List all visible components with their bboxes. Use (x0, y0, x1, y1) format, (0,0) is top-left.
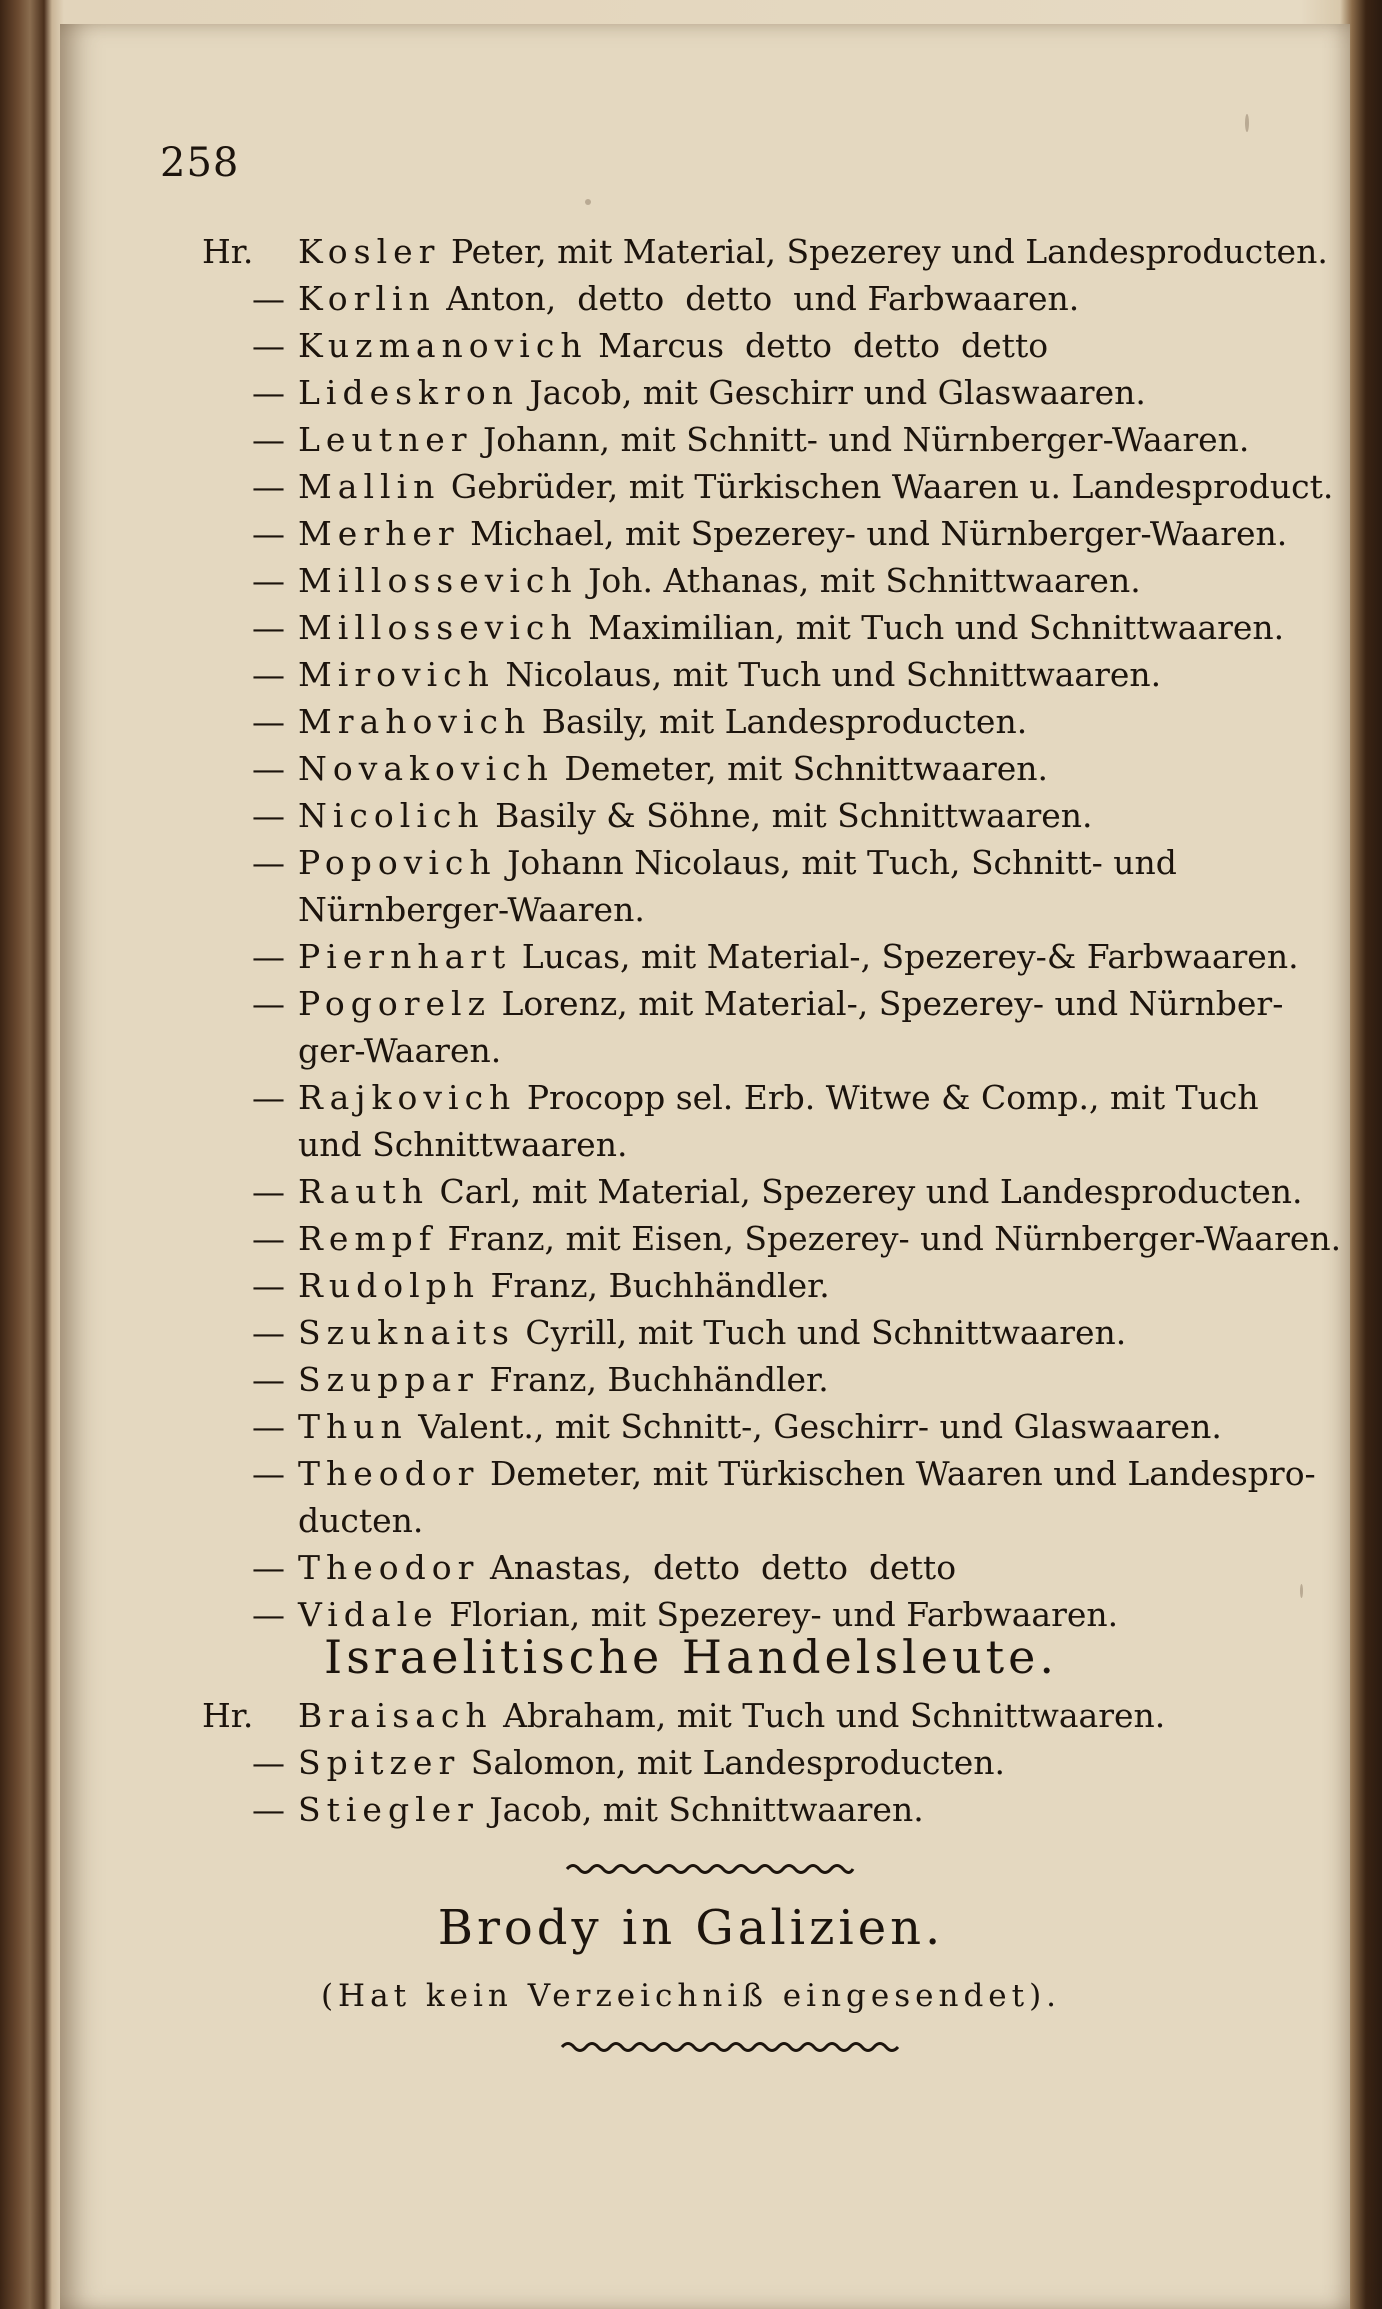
merchant-entry (230, 1356, 1250, 1403)
merchant-name: Piernhart (298, 937, 512, 976)
entry-line (230, 1172, 1303, 1211)
merchant-details: Procopp sel. Erb. Witwe & Comp., mit Tuch (526, 1078, 1259, 1117)
entry-prefix: — (252, 655, 285, 694)
merchant-details: Johann, mit Schnitt- und Nürnberger-Waaren. (483, 420, 1250, 459)
page-number: 258 (160, 140, 240, 186)
merchant-entry (230, 275, 1250, 322)
merchant-details: Lorenz, mit Material-, Spezerey- und Nürnber- (501, 984, 1284, 1023)
merchant-details: Carl, mit Material, Spezerey und Landesproducten. (439, 1172, 1303, 1211)
entry-prefix: — (252, 1407, 285, 1446)
merchant-name: Mrahovich (298, 702, 532, 741)
merchant-details: Maximilian, mit Tuch und Schnittwaaren. (588, 608, 1285, 647)
merchant-entry (230, 1074, 1259, 1168)
merchant-entry (230, 1450, 1316, 1544)
merchant-name: Mallin (298, 467, 441, 506)
ornament-divider-top (565, 1862, 855, 1876)
merchant-details: Franz, Buchhändler. (489, 1360, 829, 1399)
merchant-entry (230, 322, 1250, 369)
entry-line (230, 984, 1283, 1023)
merchant-details: Gebrüder, mit Türkischen Waaren u. Landesproduct. (450, 467, 1334, 506)
merchant-name: Leutner (298, 420, 473, 459)
entry-line (230, 843, 1177, 882)
merchant-entry (230, 698, 1250, 745)
merchant-name: Rudolph (298, 1266, 481, 1305)
merchant-details: Jacob, mit Geschirr und Glaswaaren. (529, 373, 1146, 412)
israelite-merchant-list (202, 1692, 1250, 1833)
entry-line (230, 279, 1079, 318)
entry-prefix: — (252, 561, 285, 600)
stain-mark (1245, 114, 1249, 132)
entry-line (230, 1219, 1341, 1258)
merchant-name: Rempf (298, 1219, 438, 1258)
merchant-details: Peter, mit Material, Spezerey und Landesproducten. (450, 232, 1328, 271)
merchant-name: Millossevich (298, 561, 578, 600)
entry-prefix: — (252, 1360, 285, 1399)
merchant-name: Pogorelz (298, 984, 491, 1023)
entry-prefix: — (252, 843, 285, 882)
merchant-name: Kosler (298, 232, 441, 271)
merchant-details: Demeter, mit Türkischen Waaren und Landespro- (489, 1454, 1316, 1493)
entry-line (230, 1743, 1005, 1782)
merchant-entry (230, 1309, 1250, 1356)
entry-prefix: — (252, 984, 285, 1023)
merchant-details-continued: und Schnittwaaren. (298, 1125, 628, 1164)
merchant-details: Cyrill, mit Tuch und Schnittwaaren. (525, 1313, 1127, 1352)
entry-line (230, 937, 1299, 976)
entry-prefix: — (252, 514, 285, 553)
entry-prefix: — (252, 1172, 285, 1211)
city-note: (Hat kein Verzeichniß eingesendet). (320, 1978, 1062, 2014)
merchant-entry (230, 980, 1284, 1074)
merchant-entry (230, 933, 1299, 980)
merchant-details: Michael, mit Spezerey- und Nürnberger-Waaren. (470, 514, 1288, 553)
entry-line (230, 655, 1161, 694)
entry-prefix: — (252, 796, 285, 835)
merchant-entry (230, 1786, 1250, 1833)
merchant-details: Franz, Buchhändler. (490, 1266, 830, 1305)
merchant-details-continued: Nürnberger-Waaren. (298, 890, 645, 929)
entry-prefix: — (252, 1454, 285, 1493)
merchant-entry (230, 1168, 1303, 1215)
merchant-entry (230, 1403, 1250, 1450)
entry-prefix: — (252, 279, 285, 318)
entry-prefix: — (252, 1266, 285, 1305)
merchant-entry (202, 1692, 1250, 1739)
merchant-name: Nicolich (298, 796, 485, 835)
entry-line (230, 796, 1093, 835)
entry-prefix: — (252, 702, 285, 741)
merchant-details: Anton, detto detto und Farbwaaren. (446, 279, 1080, 318)
entry-prefix: — (252, 937, 285, 976)
merchant-details: Jacob, mit Schnittwaaren. (489, 1790, 924, 1829)
entry-line (230, 1790, 924, 1829)
entry-line (230, 514, 1287, 553)
merchant-entry (230, 839, 1250, 933)
merchant-entry (230, 792, 1250, 839)
merchant-name: Szuppar (298, 1360, 479, 1399)
merchant-details: Abraham, mit Tuch und Schnittwaaren. (503, 1696, 1166, 1735)
merchant-name: Rajkovich (298, 1078, 517, 1117)
entry-line (230, 1407, 1222, 1446)
merchant-name: Millossevich (298, 608, 578, 647)
merchant-entry (230, 1544, 1250, 1591)
merchant-details: Lucas, mit Material-, Spezerey-& Farbwaaren. (521, 937, 1299, 976)
entry-prefix: — (252, 1743, 285, 1782)
entry-line (230, 1313, 1126, 1352)
merchant-details: Johann Nicolaus, mit Tuch, Schnitt- und (507, 843, 1177, 882)
entry-prefix: — (252, 749, 285, 788)
entry-prefix: — (252, 1313, 285, 1352)
entry-line (230, 1696, 1165, 1735)
merchant-details: Joh. Athanas, mit Schnittwaaren. (588, 561, 1141, 600)
merchant-entry (230, 745, 1250, 792)
merchant-details: Demeter, mit Schnittwaaren. (564, 749, 1048, 788)
entry-line (230, 326, 1048, 365)
merchant-entry (230, 416, 1250, 463)
merchant-name: Kuzmanovich (298, 326, 588, 365)
entry-line (230, 1454, 1316, 1493)
merchant-entry (230, 510, 1288, 557)
entry-prefix: — (252, 1548, 285, 1587)
merchant-entry (230, 604, 1285, 651)
merchant-name: Novakovich (298, 749, 554, 788)
merchant-name: Theodor (298, 1454, 480, 1493)
merchant-name: Spitzer (298, 1743, 461, 1782)
merchant-entry (202, 228, 1328, 275)
merchant-name: Popovich (298, 843, 497, 882)
stain-mark (585, 199, 591, 205)
entry-prefix: — (252, 467, 285, 506)
merchant-entry (230, 557, 1250, 604)
entry-line (230, 467, 1333, 506)
entry-prefix: — (252, 1595, 285, 1634)
merchant-details: Florian, mit Spezerey- und Farbwaaren. (449, 1595, 1119, 1634)
entry-prefix: — (252, 1078, 285, 1117)
merchant-name: Rauth (298, 1172, 430, 1211)
merchant-entry (230, 1262, 1250, 1309)
entry-line (230, 749, 1048, 788)
stain-mark (1300, 1584, 1303, 1598)
merchant-name: Braisach (298, 1696, 493, 1735)
entry-line (230, 608, 1284, 647)
merchant-details-continued: ducten. (298, 1501, 424, 1540)
merchant-details-continued: ger-Waaren. (298, 1031, 502, 1070)
merchant-details: Anastas, detto detto detto (489, 1548, 957, 1587)
entry-line (230, 1266, 830, 1305)
merchant-details: Basily, mit Landesproducten. (541, 702, 1028, 741)
merchant-entry (230, 651, 1250, 698)
merchant-list (202, 228, 1342, 1638)
entry-prefix: — (252, 373, 285, 412)
merchant-details: Basily & Söhne, mit Schnittwaaren. (495, 796, 1093, 835)
ornament-divider-bottom (560, 2040, 900, 2054)
merchant-name: Thun (298, 1407, 408, 1446)
entry-line (230, 1360, 829, 1399)
merchant-entry (230, 1215, 1342, 1262)
merchant-name: Szuknaits (298, 1313, 515, 1352)
merchant-name: Korlin (298, 279, 436, 318)
entry-prefix: — (252, 608, 285, 647)
entry-prefix: — (252, 1219, 285, 1258)
entry-line (230, 561, 1141, 600)
merchant-details: Salomon, mit Landesproducten. (470, 1743, 1006, 1782)
entry-line (230, 232, 1328, 271)
entry-line (230, 420, 1249, 459)
merchant-details: Valent., mit Schnitt-, Geschirr- und Glaswaaren. (418, 1407, 1222, 1446)
entry-line (230, 1078, 1259, 1117)
entry-line (230, 1548, 956, 1587)
city-title: Brody in Galizien. (437, 1900, 945, 1956)
merchant-name: Stiegler (298, 1790, 479, 1829)
entry-line (230, 702, 1027, 741)
entry-prefix: Hr. (202, 1696, 254, 1735)
merchant-details: Nicolaus, mit Tuch und Schnittwaaren. (505, 655, 1162, 694)
merchant-name: Merher (298, 514, 460, 553)
entry-line (230, 1595, 1118, 1634)
merchant-name: Mirovich (298, 655, 495, 694)
merchant-entry (230, 463, 1334, 510)
entry-prefix: Hr. (202, 232, 254, 271)
entry-prefix: — (252, 1790, 285, 1829)
section-title: Israelitische Handelsleute. (324, 1630, 1058, 1684)
merchant-details: Marcus detto detto detto (598, 326, 1049, 365)
merchant-name: Lideskron (298, 373, 519, 412)
merchant-entry (230, 1739, 1250, 1786)
merchant-details: Franz, mit Eisen, Spezerey- und Nürnberger-Waaren. (447, 1219, 1342, 1258)
entry-prefix: — (252, 326, 285, 365)
merchant-entry (230, 369, 1250, 416)
merchant-name: Theodor (298, 1548, 480, 1587)
merchant-name: Vidale (298, 1595, 439, 1634)
entry-line (230, 373, 1146, 412)
entry-prefix: — (252, 420, 285, 459)
